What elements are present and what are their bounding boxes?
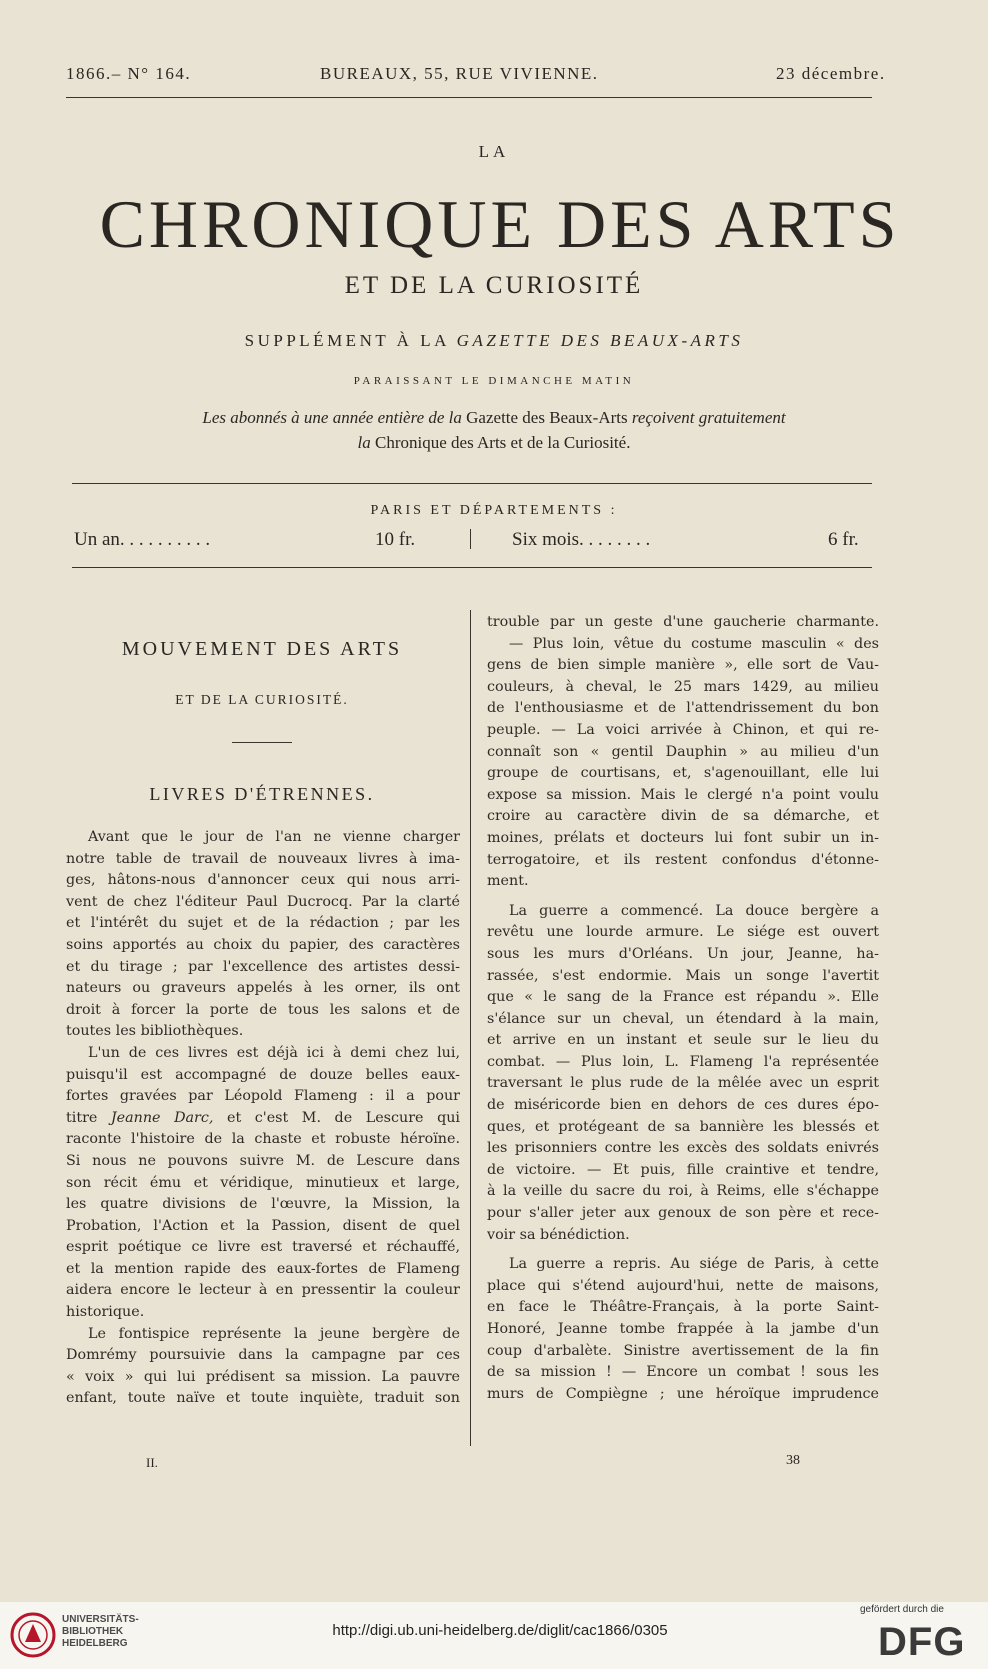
text-line: traversant le plus rude de la mêlée avec un esprit [487,1075,879,1092]
text-line: murs de Compiègne ; une héroïque imprudence [487,1385,879,1402]
page-number: 38 [786,1453,800,1468]
publication-schedule: PARAISSANT LE DIMANCHE MATIN [353,375,635,387]
masthead-article: LA [478,142,510,161]
text-line: titre Jeanne Darc, et c'est M. de Lescure qui [66,1109,460,1126]
section-title: MOUVEMENT DES ARTS [121,638,403,660]
masthead-title: CHRONIQUE DES ARTS [99,186,901,262]
text-line: Probation, l'Action et la Passion, disent de quel [66,1217,460,1234]
left-column [66,827,460,1410]
subscription-heading: PARIS ET DÉPARTEMENTS : [370,503,618,518]
text-line: « voix » qui lui prédisent sa mission. La pauvre [66,1368,460,1385]
header-rule [66,97,872,98]
university-seal-icon [10,1612,56,1658]
source-url-link[interactable]: http://digi.ub.uni-heidelberg.de/diglit/cac1866/0305 [332,1622,668,1639]
text-line: de miséricorde bien en dehors de ces dures épo- [487,1097,879,1114]
text-line: peuple. — La voici arrivée à Chinon, et qui re- [487,721,879,738]
text-line: Avant que le jour de l'an ne vienne charger [88,829,460,845]
text-line: moines, prélats et docteurs lui font subir un in- [487,829,879,846]
text-line: et arrive en un instant et seule sur le lieu du [487,1032,879,1049]
text-line: droit à forcer la porte de tous les salons et de [66,1001,460,1018]
text-line: Honoré, Jeanne tombe frappée à la jambe d'un [487,1321,879,1337]
text-line: connaît son « gentil Dauphin » au milieu d'un [487,743,879,760]
text-line: à la veille du sacre du roi, à Reims, elle s'échappe [487,1183,879,1200]
subscription-bottom-rule [72,567,872,568]
text-line: nateurs ou graveurs appelés à les orner, ils ont [66,980,460,997]
notice-text: reçoivent gratuitement [631,408,786,427]
year-label: Un an. . . . . . . . . . [74,529,211,550]
funding-note: gefördert durch die [860,1604,944,1615]
issue-number: 1866.– N° 164. [66,64,192,83]
dfg-logo: DFG [878,1620,966,1664]
notice-text: Les abonnés à une année entière de la [202,408,462,427]
text-line: soins apportés au choix du papier, des caractères [66,936,460,953]
text-line: et la mention rapide des eaux-fortes de Flameng [66,1260,460,1277]
text-line: raconte l'histoire de la chaste et robuste héroïne. [66,1131,460,1148]
text-line: Si nous ne pouvons suivre M. de Lescure dans [66,1152,460,1169]
article-heading: LIVRES D'ÉTRENNES. [149,784,375,804]
text-line: de sa mission ! — Encore un combat ! sous les [487,1364,879,1381]
text-line: puisqu'il est accompagné de douze belles eaux- [66,1066,460,1083]
text-line: les quatre divisions de l'œuvre, la Mission, la [66,1196,460,1213]
text-line: notre table de travail de nouveaux livres à ima- [66,850,460,867]
text-line: place qui s'étend aujourd'hui, nette de maisons, [487,1277,879,1294]
text-line: revêtu une lourde armure. Le siége est ouvert [487,924,879,941]
text-line: et l'intérêt du sujet et de la rédaction ; par les [66,915,460,932]
text-line: trouble par un geste d'une gaucherie charmante. [487,614,879,630]
text-line: vent de chez l'éditeur Paul Ducrocq. Par la clarté [66,893,460,910]
text-line: de victoire. — Et puis, fille craintive et tendre, [487,1161,879,1178]
issue-date: 23 décembre. [776,64,886,83]
column-divider [470,610,471,1446]
supplement-prefix: SUPPLÉMENT À LA [244,331,449,350]
text-line: toutes les bibliothèques. [66,1023,244,1040]
text-line: groupe de courtisans, et, s'agenouillant, elle lui [487,765,879,782]
text-line: rassée, s'est endormie. Mais un songe l'avertit [487,967,879,984]
text-line: et du tirage ; par l'excellence des artistes dessi- [66,958,460,975]
price-separator [470,529,471,549]
text-line: couleurs, à cheval, le 25 mars 1429, au milieu [487,678,879,695]
supplement-journal: GAZETTE DES BEAUX-ARTS [456,331,744,350]
year-price: 10 fr. [375,529,416,550]
text-line: La guerre a commencé. La douce bergère a [509,902,879,919]
text-line: Domrémy poursuivie dans la campagne par ces [66,1347,460,1364]
text-line: croire au caractère divin de sa démarche, et [487,808,879,825]
library-name [62,1614,139,1650]
right-column [487,612,879,1405]
text-line: s'élance sur un cheval, un étendard à la main, [487,1010,879,1027]
office-address: BUREAUX, 55, RUE VIVIENNE. [320,64,599,83]
text-line: esprit poétique ce livre est traversé et réchauffé, [66,1239,460,1256]
text-line: combat. — Plus loin, L. Flameng l'a représentée [487,1053,879,1070]
subscription-top-rule [72,483,872,484]
text-line: gens de bien simple manière », elle sort de Vau- [487,657,879,674]
notice-journal: Chronique des Arts et de la Curiosité. [375,433,631,452]
text-line: les prisonniers contre les excès des soldats enivrés [487,1140,879,1157]
text-line: son récit ému et véridique, minutieux et large, [66,1174,460,1191]
half-year-label: Six mois. . . . . . . . [512,529,651,550]
library-line: UNIVERSITÄTS- [62,1614,139,1625]
supplement-line [0,331,988,351]
text-line: historique. [66,1304,145,1321]
text-line: La guerre a repris. Au siége de Paris, à cette [509,1256,879,1273]
text-line: pour s'aller jeter aux genoux de son père et rece- [487,1205,879,1222]
text-line: de l'enthousiasme et de l'attendrissement du bon [487,700,879,717]
section-divider [232,742,292,743]
notice-text: la [357,433,371,452]
subscriber-notice-line1 [0,408,988,428]
text-line: fortes gravées par Léopold Flameng : il a pour [66,1088,460,1105]
text-line: aidera encore le lecteur à en pressentir la couleur [66,1282,460,1299]
section-subtitle: ET DE LA CURIOSITÉ. [175,692,349,707]
library-line: BIBLIOTHEK [62,1626,124,1637]
text-line: en face le Théâtre-Français, à la porte Saint- [487,1299,879,1316]
text-line: Le fontispice représente la jeune bergère de [88,1325,460,1342]
volume-number: II. [146,1455,158,1470]
text-line: coup d'arbalète. Sinistre avertissement de la fin [487,1342,879,1359]
half-year-price: 6 fr. [828,529,859,550]
notice-journal: Gazette des Beaux-Arts [466,408,628,427]
text-line: ges, hâtons-nous d'annoncer ceux qui nous arri- [66,872,460,889]
text-line: terrogatoire, et ils restent confondus d'étonne- [487,851,879,868]
text-line: expose sa mission. Mais le clergé n'a point voulu [487,786,879,803]
masthead-subtitle: ET DE LA CURIOSITÉ [344,272,644,299]
text-line: L'un de ces livres est déjà ici à demi chez lui, [88,1044,460,1061]
text-line: voir sa bénédiction. [487,1226,630,1243]
text-line: que « le sang de la France est répandu ». Elle [487,989,879,1006]
text-line: — Plus loin, vêtue du costume masculin « des [509,635,879,652]
text-line: ques, et protégeant de sa bannière les blessés et [487,1118,879,1135]
library-line: HEIDELBERG [62,1638,128,1649]
text-line: enfant, toute naïve et toute inquiète, traduit son [66,1390,460,1407]
text-line: sous les murs d'Orléans. Un jour, Jeanne, ha- [487,945,879,962]
subscriber-notice-line2 [0,433,988,453]
text-line: ment. [487,873,529,890]
